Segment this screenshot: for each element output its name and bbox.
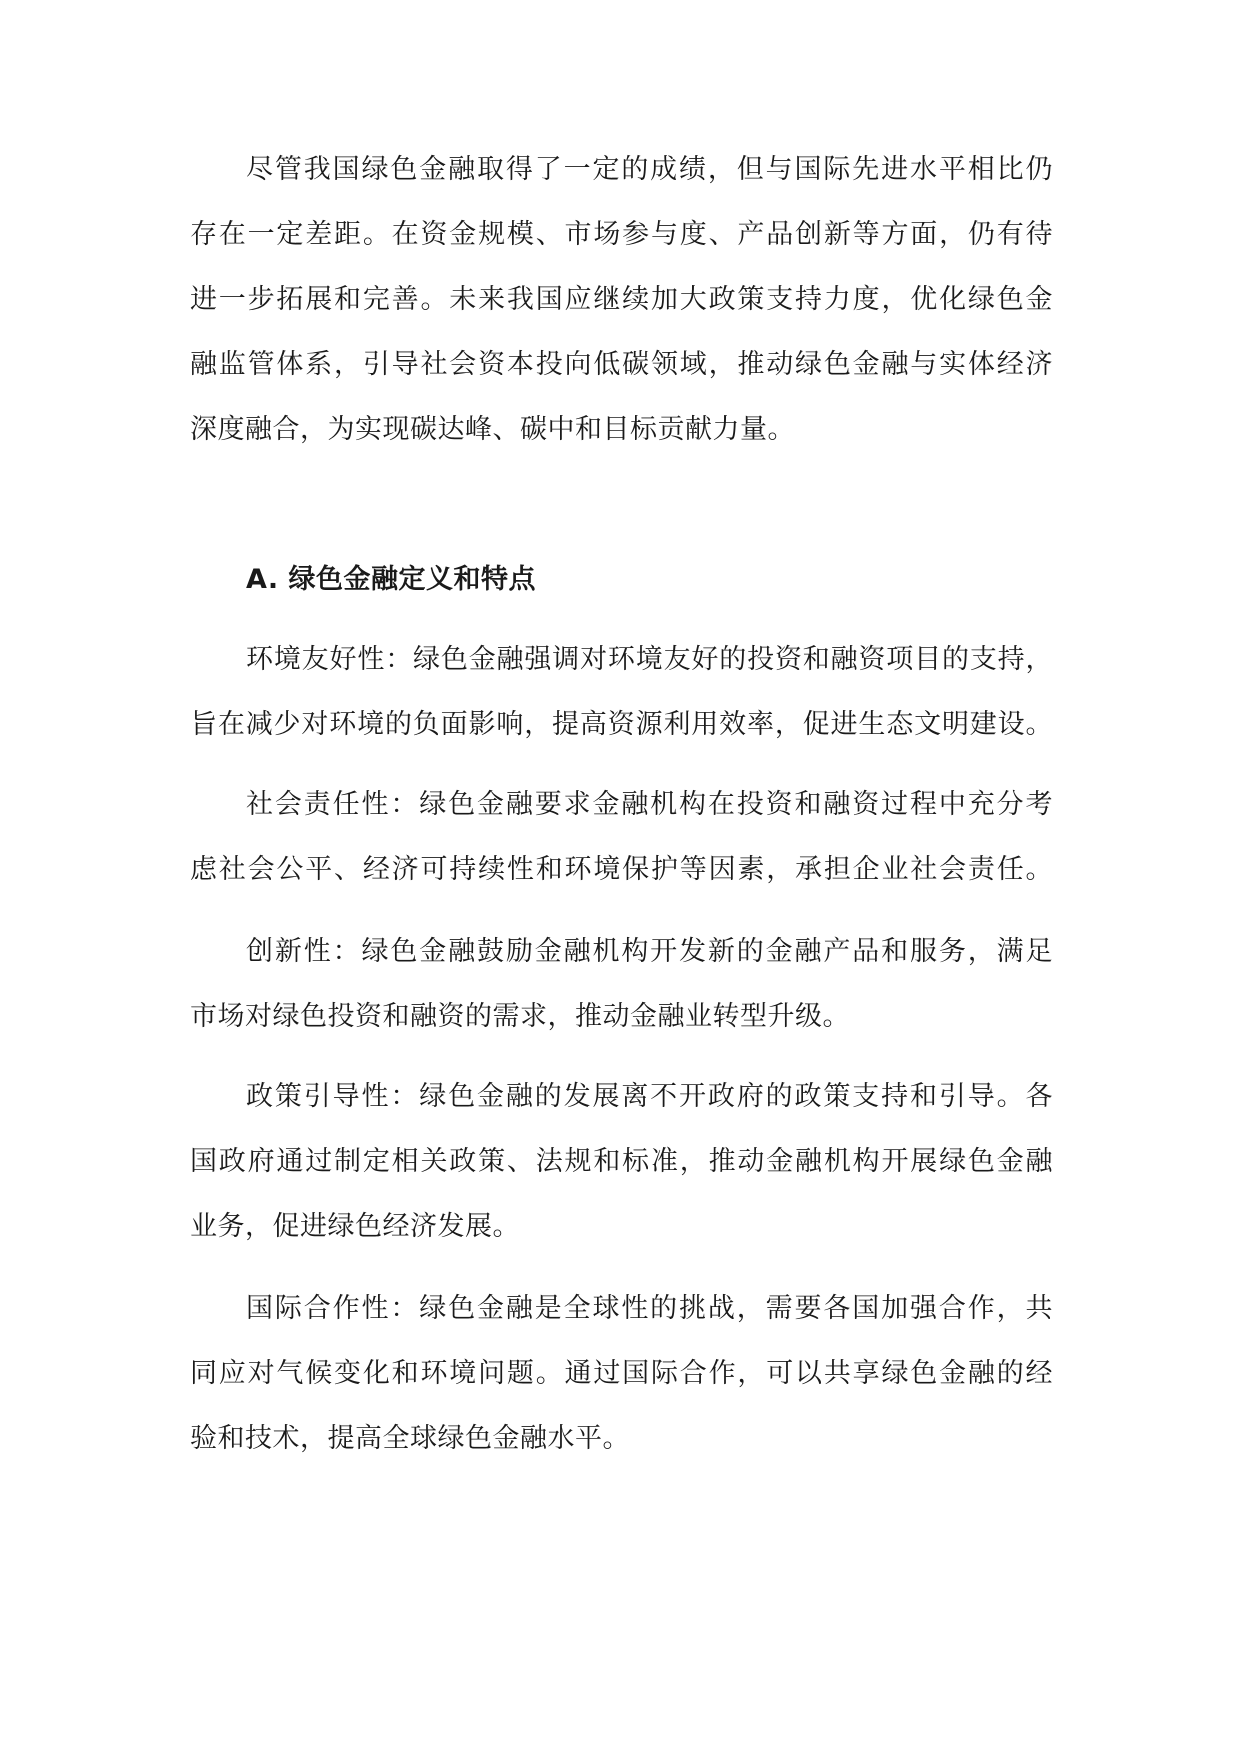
paragraph-line: 政策引导性：绿色金融的发展离不开政府的政策支持和引导。各 [246, 1081, 1053, 1112]
paragraph-line: 业务，促进绿色经济发展。 [190, 1211, 520, 1242]
paragraph-line: 社会责任性：绿色金融要求金融机构在投资和融资过程中充分考 [246, 789, 1053, 820]
paragraph-line: 环境友好性：绿色金融强调对环境友好的投资和融资项目的支持， [246, 644, 1053, 675]
paragraph-line: 深度融合，为实现碳达峰、碳中和目标贡献力量。 [190, 414, 795, 445]
paragraph-line: 同应对气候变化和环境问题。通过国际合作，可以共享绿色金融的经 [190, 1358, 1053, 1389]
section-heading: A. 绿色金融定义和特点 [246, 564, 537, 595]
paragraph-line: 尽管我国绿色金融取得了一定的成绩，但与国际先进水平相比仍 [246, 154, 1053, 185]
paragraph-line: 市场对绿色投资和融资的需求，推动金融业转型升级。 [190, 1001, 850, 1032]
paragraph-line: 验和技术，提高全球绿色金融水平。 [190, 1423, 630, 1454]
paragraph-line: 融监管体系，引导社会资本投向低碳领域，推动绿色金融与实体经济 [190, 349, 1053, 380]
paragraph-line: 旨在减少对环境的负面影响，提高资源利用效率，促进生态文明建设。 [190, 709, 1053, 740]
paragraph-line: 存在一定差距。在资金规模、市场参与度、产品创新等方面，仍有待 [190, 219, 1053, 250]
paragraph-line: 进一步拓展和完善。未来我国应继续加大政策支持力度，优化绿色金 [190, 284, 1053, 315]
paragraph-line: 国际合作性：绿色金融是全球性的挑战，需要各国加强合作，共 [246, 1293, 1053, 1324]
paragraph-line: 虑社会公平、经济可持续性和环境保护等因素，承担企业社会责任。 [190, 854, 1053, 885]
paragraph-line: 国政府通过制定相关政策、法规和标准，推动金融机构开展绿色金融 [190, 1146, 1053, 1177]
paragraph-line: 创新性：绿色金融鼓励金融机构开发新的金融产品和服务，满足 [246, 936, 1053, 967]
